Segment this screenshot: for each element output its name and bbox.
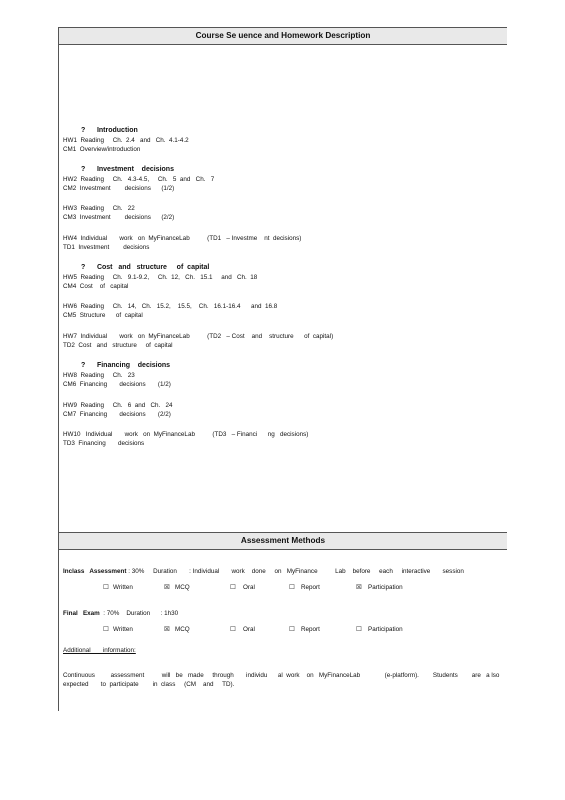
final-report-label: Report — [301, 626, 320, 633]
td3-line: TD3 Financing decisions — [63, 440, 145, 447]
hw5-line: HW5 Reading Ch. 9.1-9.2, Ch. 12, Ch. 15.1 and Ch. 18 — [63, 274, 258, 281]
investment-heading: ? Investment decisions — [81, 166, 174, 173]
hw7-line: HW7 Individual work on MyFinanceLab (TD2 – Cost and structure of capital) — [63, 333, 334, 340]
additional-info-label: Additional information: — [63, 647, 136, 654]
hw3-line: HW3 Reading Ch. 22 — [63, 205, 135, 212]
hw2-line: HW2 Reading Ch. 4.3-4.5, Ch. 5 and Ch. 7 — [63, 176, 215, 183]
cm4-line: CM4 Cost of capital — [63, 283, 129, 290]
capital-heading: ? Cost and structure of capital — [81, 264, 210, 271]
final-oral-checkbox[interactable]: ☐ — [230, 626, 236, 633]
inclass-label: Inclass Assessment — [63, 568, 127, 575]
cm1-line: CM1 Overview/introduction — [63, 146, 141, 153]
hw9-line: HW9 Reading Ch. 6 and Ch. 24 — [63, 402, 173, 409]
cm7-line: CM7 Financing decisions (2/2) — [63, 411, 171, 418]
final-written-label: Written — [113, 626, 133, 633]
inclass-participation-checkbox[interactable]: ☒ — [356, 584, 362, 591]
assessment-section-header: Assessment Methods — [59, 532, 507, 550]
cm6-line: CM6 Financing decisions (1/2) — [63, 381, 171, 388]
final-mcq-checkbox[interactable]: ☒ — [164, 626, 170, 633]
intro-heading: ? Introduction — [81, 127, 138, 134]
final-exam-detail: : 70% Duration : 1h30 — [99, 610, 179, 617]
hw10-line: HW10 Individual work on MyFinanceLab (TD3 – Financi ng decisions) — [63, 431, 309, 438]
inclass-report-checkbox[interactable]: ☐ — [289, 584, 295, 591]
hw8-line: HW8 Reading Ch. 23 — [63, 372, 135, 379]
final-written-checkbox[interactable]: ☐ — [103, 626, 109, 633]
td2-line: TD2 Cost and structure of capital — [63, 342, 173, 349]
sequence-section-header: Course Se uence and Homework Description — [59, 27, 507, 45]
inclass-report-label: Report — [301, 584, 320, 591]
inclass-oral-label: Oral — [243, 584, 255, 591]
inclass-written-label: Written — [113, 584, 133, 591]
final-exam-label: Final Exam — [63, 610, 100, 617]
cm5-line: CM5 Structure of capital — [63, 312, 143, 319]
inclass-mcq-checkbox[interactable]: ☒ — [164, 584, 170, 591]
additional-info-line-2: expected to participate in class (CM and TD). — [63, 681, 235, 688]
cm3-line: CM3 Investment decisions (2/2) — [63, 214, 175, 221]
final-oral-label: Oral — [243, 626, 255, 633]
final-exam-row — [63, 610, 178, 618]
final-participation-label: Participation — [368, 626, 403, 633]
final-report-checkbox[interactable]: ☐ — [289, 626, 295, 633]
additional-info-line-1: Continuous assessment will be made through individu al work on MyFinanceLab (e-platform). Students are a lso — [63, 672, 500, 679]
final-mcq-label: MCQ — [175, 626, 190, 633]
inclass-written-checkbox[interactable]: ☐ — [103, 584, 109, 591]
hw4-line: HW4 Individual work on MyFinanceLab (TD1 – Investme nt decisions) — [63, 235, 302, 242]
inclass-oral-checkbox[interactable]: ☐ — [230, 584, 236, 591]
hw6-line: HW6 Reading Ch. 14, Ch. 15.2, 15.5, Ch. 16.1-16.4 and 16.8 — [63, 303, 278, 310]
inclass-row — [63, 568, 464, 576]
final-participation-checkbox[interactable]: ☐ — [356, 626, 362, 633]
financing-heading: ? Financing decisions — [81, 362, 171, 369]
inclass-participation-label: Participation — [368, 584, 403, 591]
cm2-line: CM2 Investment decisions (1/2) — [63, 185, 175, 192]
hw1-line: HW1 Reading Ch. 2.4 and Ch. 4.1-4.2 — [63, 137, 189, 144]
inclass-mcq-label: MCQ — [175, 584, 190, 591]
document-sheet — [58, 27, 507, 711]
td1-line: TD1 Investment decisions — [63, 244, 150, 251]
inclass-detail: : 30% Duration : Individual work done on MyFinance Lab before each interactive session — [126, 568, 464, 575]
